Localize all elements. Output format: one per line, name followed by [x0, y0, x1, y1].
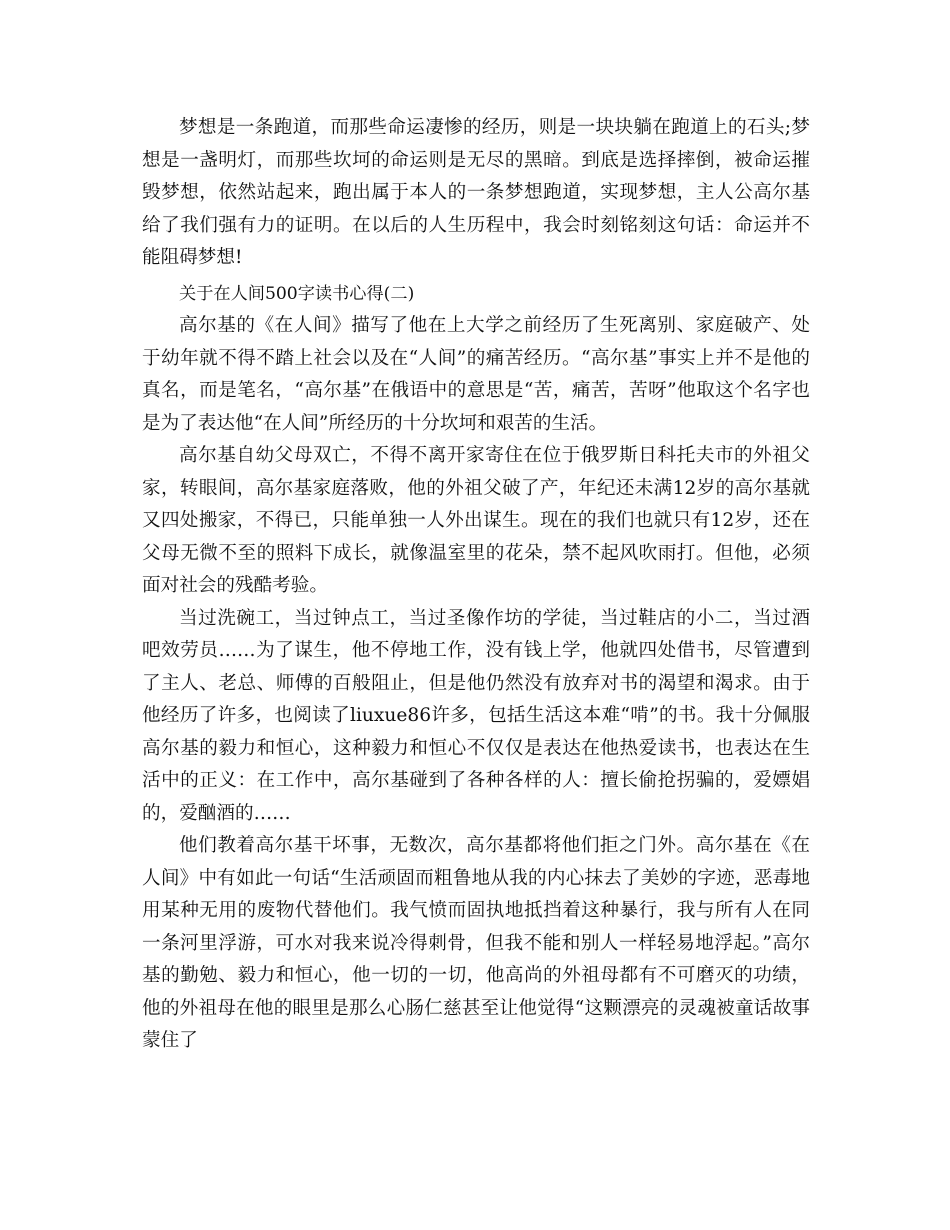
document-body: [142, 112, 810, 1058]
paragraph-quote: 他们教着高尔基干坏事，无数次，高尔基都将他们拒之门外。高尔基在《在人间》中有如此一句话“生活顽固而粗鲁地从我的内心抹去了美妙的字迹，恶毒地用某种无用的废物代替他们。我气愤而固执地抵挡着这种暴行，我与所有人在同一条河里浮游，可水对我来说冷得刺骨，但我不能和别人一样轻易地浮起。”高尔基的勤勉、毅力和恒心，他一切的一切，他高尚的外祖母都有不可磨灭的功绩，他的外祖母在他的眼里是那么心肠仁慈甚至让他觉得“这颗漂亮的灵魂被童话故事蒙住了: [142, 835, 810, 1051]
paragraph-intro: 高尔基的《在人间》描写了他在上大学之前经历了生死离别、家庭破产、处于幼年就不得不踏上社会以及在“人间”的痛苦经历。“高尔基”事实上并不是他的真名，而是笔名，“高尔基”在俄语中的意思是“苦，痛苦，苦呀”他取这个名字也是为了表达他“在人间”所经历的十分坎坷和艰苦的生活。: [142, 315, 810, 434]
paragraph-dream: 梦想是一条跑道，而那些命运凄惨的经历，则是一块块躺在跑道上的石头;梦想是一盏明灯，而那些坎坷的命运则是无尽的黑暗。到底是选择摔倒，被命运摧毁梦想，依然站起来，跑出属于本人的一条梦想跑道，实现梦想，主人公高尔基给了我们强有力的证明。在以后的人生历程中，我会时刻铭刻这句话：命运并不能阻碍梦想!: [142, 117, 810, 268]
paragraph-childhood: 高尔基自幼父母双亡，不得不离开家寄住在位于俄罗斯日科托夫市的外祖父家，转眼间，高尔基家庭落败，他的外祖父破了产，年纪还未满12岁的高尔基就又四处搬家，不得已，只能单独一人外出谋生。现在的我们也就只有12岁，还在父母无微不至的照料下成长，就像温室里的花朵，禁不起风吹雨打。但他，必须面对社会的残酷考验。: [142, 445, 810, 596]
section-heading: 关于在人间500字读书心得(二): [179, 283, 415, 304]
paragraph-jobs: 当过洗碗工，当过钟点工，当过圣像作坊的学徒，当过鞋店的小二，当过酒吧效劳员……为了谋生，他不停地工作，没有钱上学，他就四处借书，尽管遭到了主人、老总、师傅的百般阻止，但是他仍然没有放弃对书的渴望和渴求。由于他经历了许多，也阅读了liuxue86许多，包括生活这本难“啃”的书。我十分佩服高尔基的毅力和恒心，这种毅力和恒心不仅仅是表达在他热爱读书，也表达在生活中的正义：在工作中，高尔基碰到了各种各样的人：擅长偷抢拐骗的，爱嫖娼的，爱酗酒的……: [142, 607, 810, 824]
